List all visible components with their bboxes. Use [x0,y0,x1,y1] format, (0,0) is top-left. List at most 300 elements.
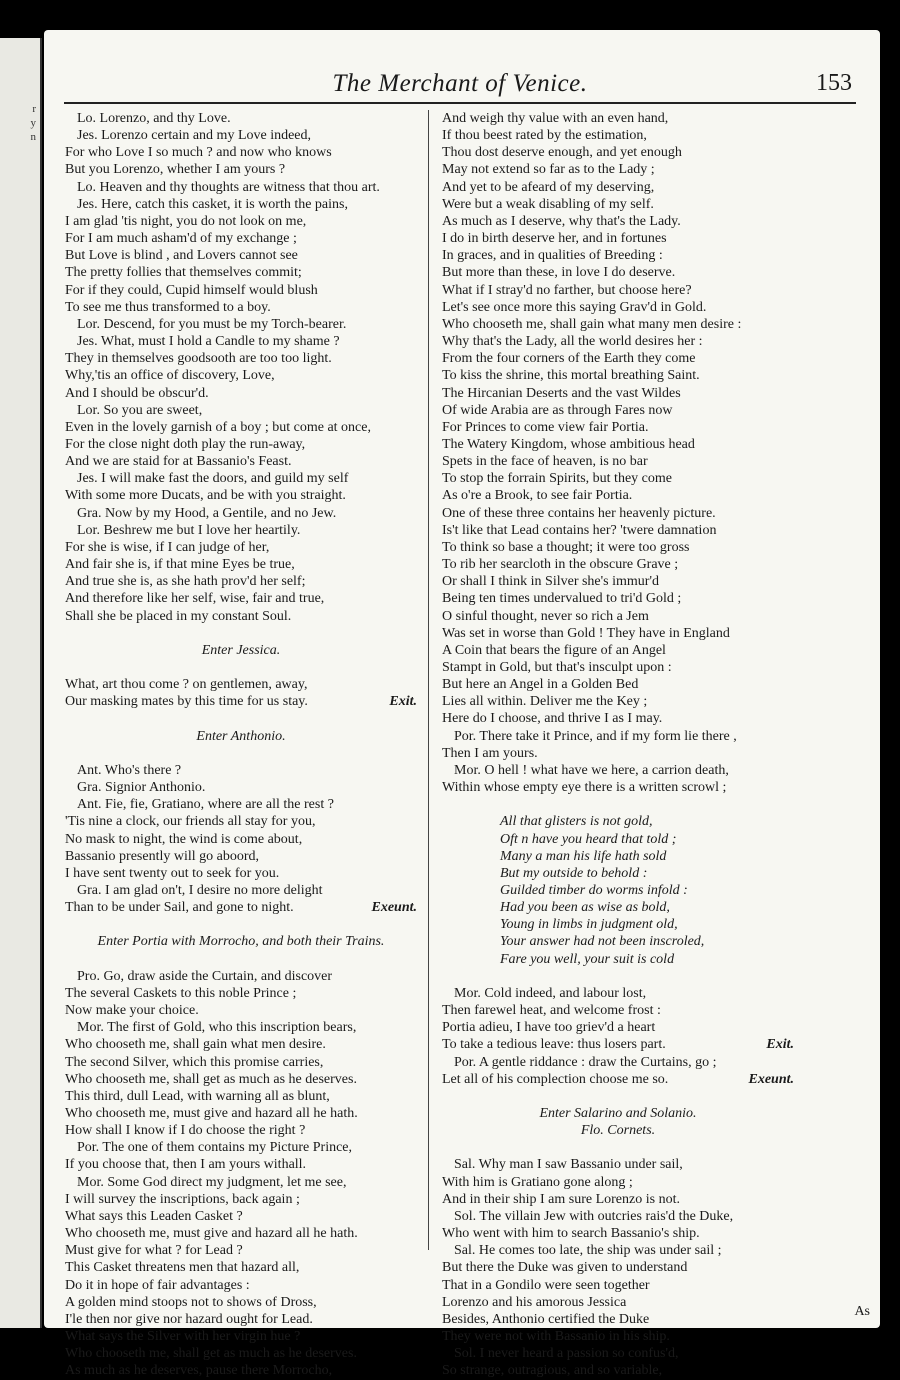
scroll-verse-line [442,882,794,899]
text-line [65,899,417,916]
line-text: To rib her searcloth in the obscure Grave ; [442,557,679,573]
text-line [65,299,417,316]
text-line [442,110,794,127]
line-text: Who chooseth me, shall get as much as he deserves. [65,1071,357,1087]
text-line [442,1277,794,1294]
line-text: This third, dull Lead, with warning all as blunt, [65,1088,330,1104]
line-text: Sol. The villain Jew with outcries rais'd the Duke, [454,1208,734,1224]
line-text: And therefore like her self, wise, fair and true, [65,591,325,607]
text-line [65,522,417,539]
line-text: Let all of his complection choose me so. [442,1071,669,1087]
line-text: How shall I know if I do choose the right ? [65,1123,306,1139]
text-line [65,505,417,522]
scroll-verse-line [442,813,794,830]
text-line [65,779,417,796]
line-text: Were but a weak disabling of my self. [442,196,654,212]
text-line [442,402,794,419]
line-text: What, art thou come ? on gentlemen, away, [65,677,308,693]
line-text: What says the Silver with her virgin hue ? [65,1329,301,1344]
text-line [65,1071,417,1088]
catchword: As [854,1304,870,1319]
line-text: Was set in worse than Gold ! They have in England [442,625,730,641]
blank-line [65,710,417,727]
text-line [65,161,417,178]
line-text: One of these three contains her heavenly picture. [442,505,716,521]
line-text: Shall she be placed in my constant Soul. [65,608,292,624]
text-line [442,419,794,436]
line-text: Guilded timber do worms infold : [500,883,688,899]
text-line [442,470,794,487]
text-line [65,316,417,333]
line-text: To see me thus transformed to a boy. [65,299,271,315]
line-text: Lies all within. Deliver me the Key ; [442,694,648,710]
line-text: Lor. Beshrew me but I love her heartily. [77,522,301,538]
line-text: All that glisters is not gold, [500,814,653,830]
line-text: I'le then nor give nor hazard ought for Lead. [65,1311,313,1327]
blank-line [442,796,794,813]
text-line [442,1071,794,1088]
text-line [65,264,417,281]
text-line [442,1311,794,1328]
text-line [65,487,417,504]
blank-line [65,659,417,676]
line-text: O sinful thought, never so rich a Jem [442,608,649,624]
line-text: Por. A gentle riddance : draw the Curtains, go ; [454,1054,717,1070]
text-line [65,1122,417,1139]
text-line [442,487,794,504]
line-text: Within whose empty eye there is a written scrowl ; [442,780,727,796]
line-text: Enter Anthonio. [196,728,286,744]
text-line [442,779,794,796]
line-text: And we are staid for at Bassanio's Feast. [65,454,292,470]
text-line [442,505,794,522]
line-text: To stop the forrain Spirits, but they come [442,471,672,487]
line-text: To think so base a thought; it were too gross [442,539,690,555]
line-text: Spets in the face of heaven, is no bar [442,454,648,470]
line-text: I do in birth deserve her, and in fortunes [442,231,667,247]
text-line [442,333,794,350]
stage-direction [442,1122,794,1139]
blank-line [65,951,417,968]
text-line [442,1208,794,1225]
text-line [65,350,417,367]
blank-line [65,625,417,642]
text-line [65,196,417,213]
line-text: Who chooseth me, must give and hazard all he hath. [65,1105,358,1121]
line-text: Who chooseth me, shall gain what men desire. [65,1037,326,1053]
line-text: And in their ship I am sure Lorenzo is not. [442,1191,680,1207]
text-line [442,1002,794,1019]
scroll-verse-line [442,899,794,916]
line-text: Lo. Lorenzo, and thy Love. [77,111,231,126]
text-line [65,1362,417,1379]
text-line [65,1088,417,1105]
line-text: Sal. Why man I saw Bassanio under sail, [454,1157,683,1173]
text-line [442,659,794,676]
text-line [65,179,417,196]
line-text: Jes. Here, catch this casket, it is worth the pains, [77,196,348,212]
blank-line [65,916,417,933]
text-line [442,436,794,453]
text-line [442,1242,794,1259]
line-text: Stampt in Gold, but that's insculpt upon : [442,660,672,675]
line-text: No mask to night, the wind is come about, [65,831,303,847]
line-text: Why,'tis an office of discovery, Love, [65,368,275,384]
line-text: Enter Salarino and Solanio. [539,1106,697,1122]
line-text: For the close night doth play the run-away, [65,436,306,452]
text-line [65,453,417,470]
text-line [442,453,794,470]
text-line [65,1277,417,1294]
line-text: Or shall I think in Silver she's immur'd [442,574,659,590]
text-line [65,608,417,625]
text-line [65,539,417,556]
line-text: If thou beest rated by the estimation, [442,128,647,144]
line-text: Ant. Fie, fie, Gratiano, where are all the rest ? [77,797,334,813]
line-text: Lorenzo and his amorous Jessica [442,1294,627,1310]
line-text: Who chooseth me, shall get as much as he deserves. [65,1346,357,1362]
line-text: But here an Angel in a Golden Bed [442,677,639,693]
line-text: But there the Duke was given to understand [442,1260,688,1276]
text-line [442,985,794,1002]
text-line [65,676,417,693]
text-line [442,608,794,625]
line-text: For Princes to come view fair Portia. [442,419,649,435]
text-line [442,522,794,539]
text-line [442,676,794,693]
stage-direction [65,728,417,745]
text-line [65,144,417,161]
text-line [65,470,417,487]
blank-line [442,1139,794,1156]
line-text: Besides, Anthonio certified the Duke [442,1311,650,1327]
line-text: Flo. Cornets. [580,1123,656,1139]
line-text: Mor. The first of Gold, who this inscription bears, [77,1020,357,1036]
line-text: Ant. Who's there ? [77,762,182,778]
exit-direction: Exeunt. [748,1071,794,1087]
text-line [442,196,794,213]
line-text: Por. The one of them contains my Picture Prince, [77,1140,353,1156]
line-text: Must give for what ? for Lead ? [65,1243,243,1259]
text-line [65,573,417,590]
line-text: I am glad 'tis night, you do not look on me, [65,213,307,229]
line-text: Why that's the Lady, all the world desires her : [442,334,703,350]
edge-mark: n [30,131,36,143]
text-line [65,402,417,419]
line-text: For she is wise, if I can judge of her, [65,539,270,555]
line-text: Here do I choose, and thrive I as I may. [442,711,663,727]
line-text: If you choose that, then I am yours withall. [65,1157,307,1173]
line-text: Mor. Some God direct my judgment, let me see, [77,1174,347,1190]
line-text: And I should be obscur'd. [65,385,209,401]
line-text: What says this Leaden Casket ? [65,1208,243,1224]
text-line [65,110,417,127]
line-text: Fare you well, your suit is cold [500,951,675,967]
text-line [442,1294,794,1311]
line-text: What if I stray'd no farther, but choose here? [442,282,692,298]
line-text: Oft n have you heard that told ; [500,831,677,847]
text-line [65,968,417,985]
line-text: And yet to be afeard of my deserving, [442,179,655,195]
line-text: For if they could, Cupid himself would blush [65,282,318,298]
line-text: Lo. Heaven and thy thoughts are witness that thou art. [77,179,380,195]
line-text: And weigh thy value with an even hand, [442,111,669,126]
text-line [65,1294,417,1311]
line-text: Young in limbs in judgment old, [500,917,678,933]
line-text: With some more Ducats, and be with you straight. [65,488,346,504]
text-line [442,556,794,573]
exit-direction: Exeunt. [371,900,417,916]
text-line [65,831,417,848]
text-line [442,127,794,144]
blank-line [65,745,417,762]
text-line [65,1139,417,1156]
text-line [65,419,417,436]
scroll-verse-line [442,951,794,968]
exit-direction: Exit. [766,1037,794,1053]
text-line [65,1054,417,1071]
text-line [65,1191,417,1208]
text-line [65,213,417,230]
text-line [442,728,794,745]
line-text: From the four corners of the Earth they come [442,351,696,367]
line-text: The Hircanian Deserts and the vast Wildes [442,385,681,401]
line-text: Our masking mates by this time for us stay. [65,694,308,710]
blank-line [442,1088,794,1105]
line-text: Jes. What, must I hold a Candle to my shame ? [77,334,340,350]
text-line [65,590,417,607]
line-text: I will survey the inscriptions, back again ; [65,1191,300,1207]
line-text: Now make your choice. [65,1003,199,1019]
line-text: The several Caskets to this noble Prince ; [65,985,297,1001]
line-text: So strange, outragious, and so variable, [442,1363,663,1379]
text-line [65,985,417,1002]
text-line [65,127,417,144]
text-line [65,1036,417,1053]
text-line [442,1191,794,1208]
text-line [65,1311,417,1328]
text-line [65,1242,417,1259]
text-line [442,539,794,556]
line-text: But more than these, in love I do deserve. [442,265,676,281]
right-text-column [442,110,794,1380]
line-text: Who chooseth me, must give and hazard all he hath. [65,1226,358,1242]
line-text: This Casket threatens men that hazard all, [65,1260,300,1276]
line-text: Even in the lovely garnish of a boy ; but come at once, [65,419,371,435]
line-text: Gra. I am glad on't, I desire no more delight [77,882,323,898]
text-line [65,848,417,865]
line-text: In graces, and in qualities of Breeding : [442,248,663,264]
line-text: Bassanio presently will go aboord, [65,848,260,864]
blank-line [442,968,794,985]
line-text: Mor. O hell ! what have we here, a carrion death, [454,762,729,778]
text-line [65,1174,417,1191]
line-text: As much as he deserves, pause there Morrocho, [65,1363,333,1379]
text-line [442,1328,794,1345]
line-text: Do it in hope of fair advantages : [65,1277,250,1293]
line-text: To take a tedious leave: thus losers part. [442,1037,666,1053]
line-text: Then farewel heat, and welcome frost : [442,1003,661,1019]
line-text: And true she is, as she hath prov'd her self; [65,574,306,590]
exit-direction: Exit. [389,694,417,710]
text-line [442,693,794,710]
book-page [44,30,880,1379]
line-text: A Coin that bears the figure of an Angel [442,642,666,658]
text-line [442,573,794,590]
line-text: Your answer had not been inscroled, [500,934,705,950]
line-text: Jes. I will make fast the doors, and guild my self [77,471,349,487]
line-text: Lor. So you are sweet, [77,402,203,418]
line-text: Pro. Go, draw aside the Curtain, and discover [77,968,333,984]
text-line [65,247,417,264]
text-line [442,282,794,299]
text-line [65,436,417,453]
line-text: Mor. Cold indeed, and labour lost, [454,985,647,1001]
scroll-verse-line [442,933,794,950]
line-text: They in themselves goodsooth are too too light. [65,351,332,367]
line-text: They were not with Bassanio in his ship. [442,1329,670,1345]
edge-mark: r [32,103,36,115]
scroll-verse-line [442,848,794,865]
line-text: Then I am yours. [442,745,538,761]
scroll-verse-line [442,831,794,848]
line-text: Sol. I never heard a passion so confus'd, [454,1346,679,1362]
line-text: Enter Jessica. [201,642,281,658]
line-text: Por. There take it Prince, and if my form lie there , [454,728,737,744]
text-line [442,1019,794,1036]
text-line [65,1259,417,1276]
line-text: Than to be under Sail, and gone to night. [65,900,294,916]
text-line [65,762,417,779]
line-text: With him is Gratiano gone along ; [442,1174,633,1190]
line-text: May not extend so far as to the Lady ; [442,162,655,178]
text-line [65,1208,417,1225]
text-line [65,1002,417,1019]
line-text: 'Tis nine a clock, our friends all stay for you, [65,814,316,830]
text-line [442,213,794,230]
text-line [442,1225,794,1242]
line-text: Portia adieu, I have too griev'd a heart [442,1020,656,1036]
line-text: Is't like that Lead contains her? 'twere damnation [442,522,717,538]
adjacent-page-edge [0,38,42,1328]
line-text: But Love is blind , and Lovers cannot see [65,248,298,264]
line-text: Many a man his life hath sold [500,848,667,864]
text-line [442,1259,794,1276]
line-text: Being ten times undervalued to tri'd Gold ; [442,591,682,607]
text-line [65,813,417,830]
line-text: And fair she is, if that mine Eyes be true, [65,557,295,573]
line-text: Enter Portia with Morrocho, and both their Trains. [97,934,385,950]
text-line [442,625,794,642]
text-line [65,367,417,384]
line-text: That in a Gondilo were seen together [442,1277,650,1293]
scroll-verse-line [442,865,794,882]
running-title: The Merchant of Venice. [332,70,588,97]
line-text: As o're a Brook, to see fair Portia. [442,488,633,504]
page-number: 153 [816,70,852,96]
text-line [442,590,794,607]
text-line [442,350,794,367]
text-line [65,556,417,573]
text-line [442,299,794,316]
text-line [65,1105,417,1122]
text-line [442,710,794,727]
line-text: Who went with him to search Bassanio's ship. [442,1226,700,1242]
line-text: A golden mind stoops not to shows of Dross, [65,1294,317,1310]
text-line [65,282,417,299]
line-text: Gra. Now by my Hood, a Gentile, and no Jew. [77,505,337,521]
edge-mark: y [30,117,36,129]
line-text: As much as I deserve, why that's the Lady. [442,213,681,229]
line-text: The second Silver, which this promise carries, [65,1054,324,1070]
stage-direction [65,933,417,950]
line-text: For who Love I so much ? and now who knows [65,145,332,161]
text-line [65,693,417,710]
left-text-column [65,110,417,1379]
line-text: But my outside to behold : [500,865,648,881]
text-line [442,1054,794,1071]
text-line [442,247,794,264]
text-line [442,1036,794,1053]
line-text: Who chooseth me, shall gain what many men desire : [442,316,742,332]
text-line [65,1225,417,1242]
line-text: The Watery Kingdom, whose ambitious head [442,436,695,452]
text-line [442,1156,794,1173]
text-line [65,333,417,350]
line-text: The pretty follies that themselves commit; [65,265,302,281]
line-text: Of wide Arabia are as through Fares now [442,402,673,418]
line-text: For I am much asham'd of my exchange ; [65,231,297,247]
text-line [65,385,417,402]
line-text: Jes. Lorenzo certain and my Love indeed, [77,128,312,144]
text-line [442,230,794,247]
text-line [65,882,417,899]
text-line [65,796,417,813]
text-line [442,316,794,333]
text-line [442,745,794,762]
text-line [442,642,794,659]
text-line [442,1174,794,1191]
text-line [442,144,794,161]
text-line [442,179,794,196]
stage-direction [65,642,417,659]
column-divider [428,110,429,1250]
scroll-verse-line [442,916,794,933]
text-line [442,385,794,402]
line-text: Gra. Signior Anthonio. [77,780,206,796]
line-text: Sal. He comes too late, the ship was under sail ; [454,1243,722,1259]
line-text: Thou dost deserve enough, and yet enough [442,145,682,161]
line-text: But you Lorenzo, whether I am yours ? [65,162,286,178]
text-line [65,1156,417,1173]
text-line [442,264,794,281]
page-header [64,68,856,104]
line-text: Had you been as wise as bold, [500,900,670,916]
text-line [65,1328,417,1345]
text-line [65,230,417,247]
line-text: Lor. Descend, for you must be my Torch-bearer. [77,316,347,332]
line-text: To kiss the shrine, this mortal breathing Saint. [442,368,700,384]
text-line [442,762,794,779]
text-line [65,865,417,882]
text-line [442,161,794,178]
line-text: I have sent twenty out to seek for you. [65,865,280,881]
text-line [442,367,794,384]
text-line [442,1362,794,1379]
text-line [65,1019,417,1036]
line-text: Let's see once more this saying Grav'd in Gold. [442,299,707,315]
stage-direction [442,1105,794,1122]
